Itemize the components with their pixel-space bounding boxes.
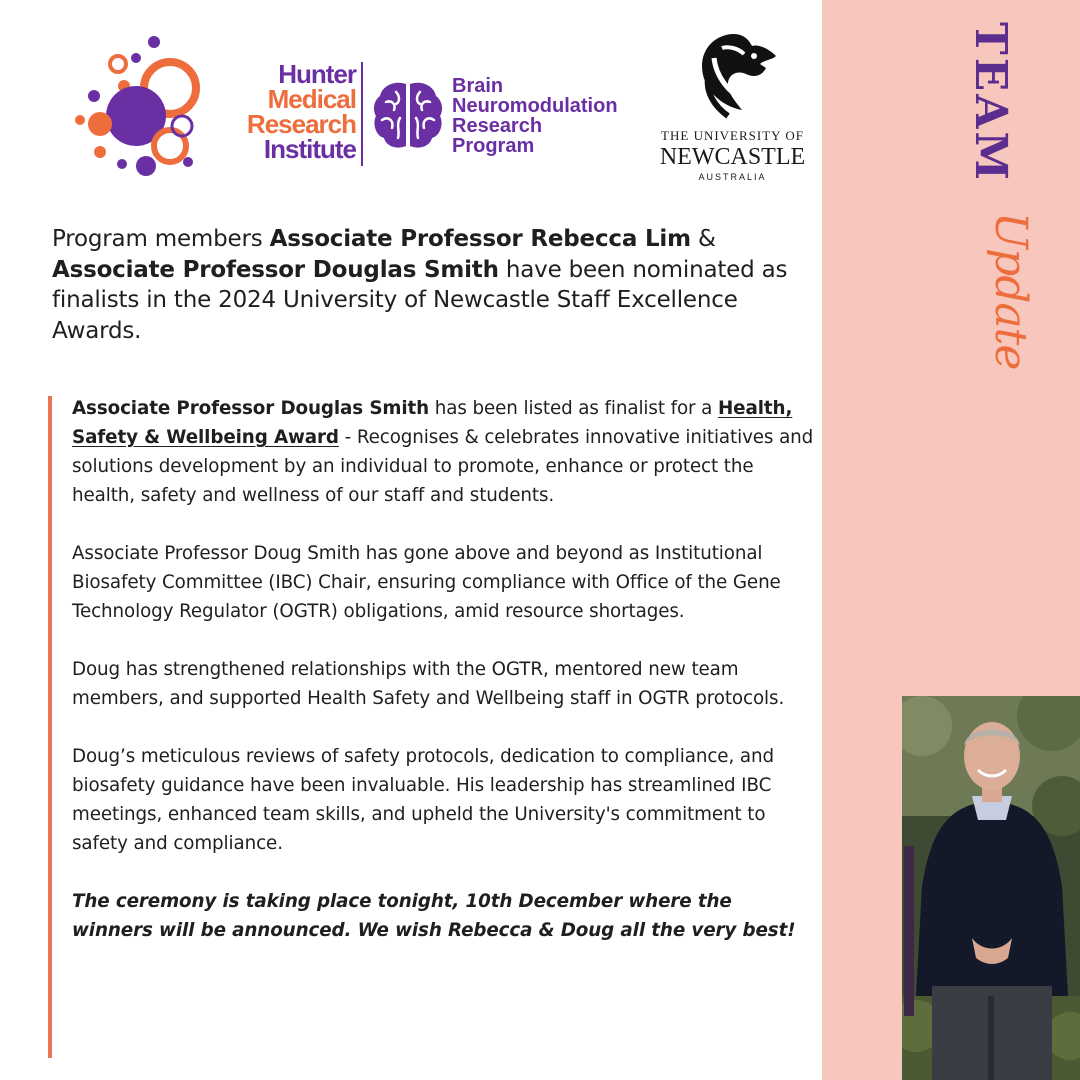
bnrp-line-4: Program (452, 135, 535, 157)
hmri-line-3: Research (246, 109, 356, 139)
intro-name-2: Associate Professor Douglas Smith (52, 256, 499, 283)
bnrp-line-2: Neuromodulation (452, 95, 618, 117)
article-paragraph-1 (72, 394, 817, 510)
hmri-logo-icon (70, 34, 210, 184)
update-heading: Update (985, 212, 1036, 370)
award-name-link[interactable]: Health, Safety & Wellbeing Award (72, 398, 793, 448)
intro-paragraph (52, 224, 812, 346)
article-body (72, 394, 817, 945)
logo-divider (361, 62, 363, 166)
article-paragraph-3: Doug has strengthened relationships with the OGTR, mentored new team members, and supported Health Safety and Wellbeing staff in OGTR protocols. (72, 659, 785, 709)
uon-logo (650, 30, 815, 188)
uon-line-2: NEWCASTLE (659, 144, 806, 170)
uon-line-3: AUSTRALIA (698, 172, 767, 182)
accent-bar (48, 396, 52, 1058)
intro-amp: & (690, 226, 716, 252)
article-paragraph-4: Doug’s meticulous reviews of safety protocols, dedication to compliance, and biosafety guidance have been invaluable. His leadership has streamlined IBC meetings, enhanced team skills, and upheld the University's commitment to safety and compliance. (72, 746, 774, 854)
bnrp-line-3: Research (452, 115, 543, 137)
hmri-line-2: Medical (267, 84, 356, 114)
team-heading: TEAM (965, 22, 1016, 184)
bnrp-logo-text (452, 76, 652, 156)
bnrp-line-1: Brain (452, 75, 504, 97)
article-paragraph-2: Associate Professor Doug Smith has gone above and beyond as Institutional Biosafety Committee (IBC) Chair, ensuring compliance with Office of the Gene Technology Regulator (OGTR) obligations, amid resource shortages. (72, 543, 781, 622)
brain-icon (372, 78, 444, 152)
intro-suffix: have been nominated as finalists in the 2024 University of Newcastle Staff Excellence Awards. (52, 256, 788, 344)
finalist-name: Associate Professor Douglas Smith (72, 398, 430, 419)
closing-statement: The ceremony is taking place tonight, 10th December where the winners will be announced. We wish Rebecca & Doug all the very best! (72, 891, 796, 941)
hmri-logo-text (206, 59, 356, 164)
seahorse-crest-icon (688, 30, 780, 120)
award-description: - Recognises & celebrates innovative initiatives and solutions development by an individual to promote, enhance or protect the health, safety and wellness of our staff and students. (72, 427, 814, 506)
uon-line-1: THE UNIVERSITY OF (661, 128, 804, 143)
intro-prefix: Program members (52, 226, 270, 252)
portrait-photo (902, 696, 1080, 1080)
finalist-mid-text: has been listed as finalist for a (429, 398, 718, 419)
hmri-line-1: Hunter (278, 59, 356, 89)
intro-name-1: Associate Professor Rebecca Lim (269, 226, 691, 252)
hmri-line-4: Institute (263, 134, 356, 164)
